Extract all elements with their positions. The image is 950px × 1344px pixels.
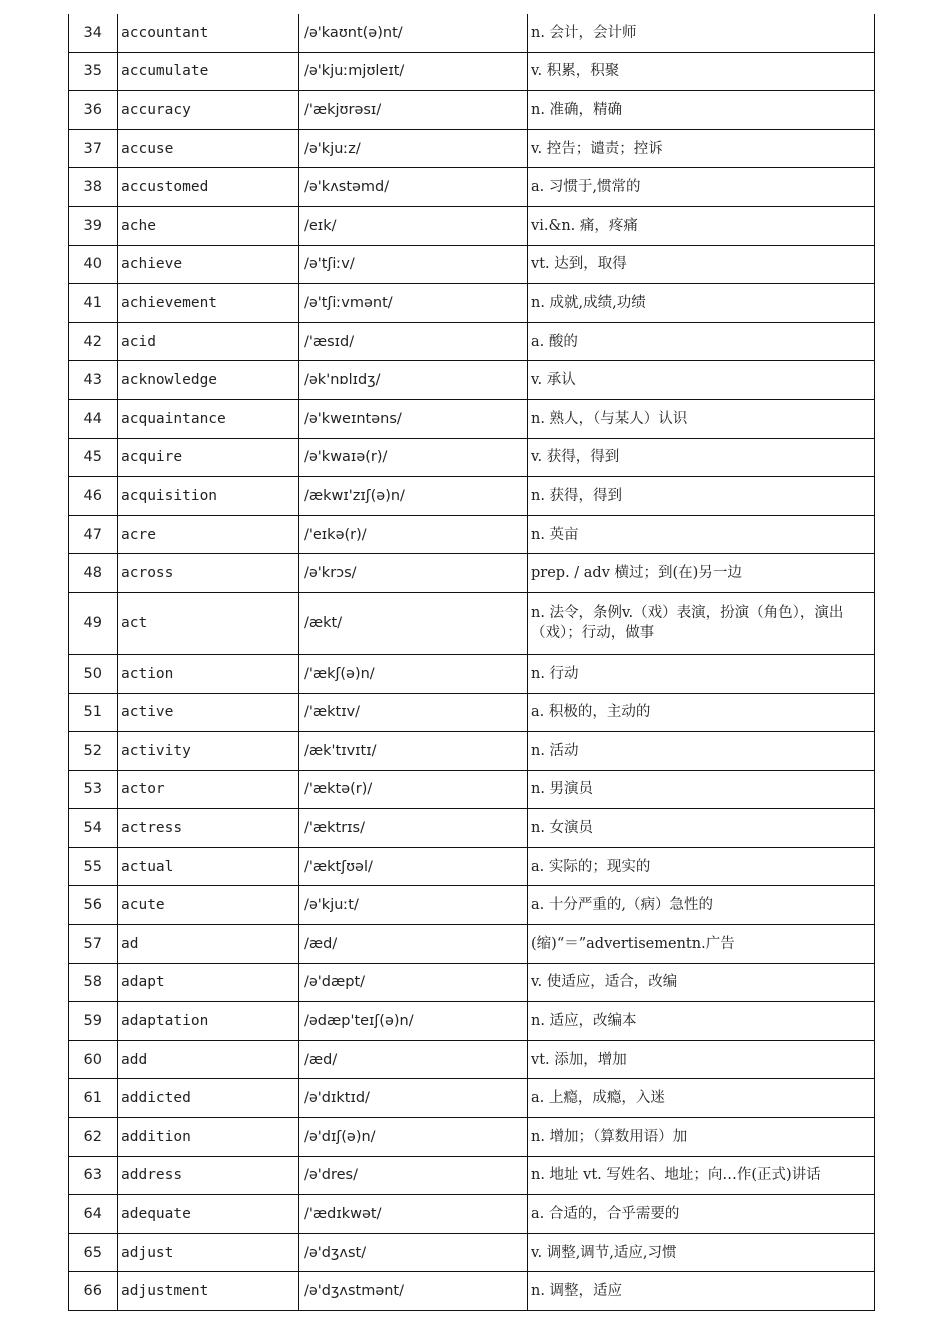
- entry-phonetic: /ə'kjuːt/: [299, 886, 528, 925]
- entry-phonetic: /æd/: [299, 925, 528, 964]
- entry-word: action: [118, 654, 299, 693]
- entry-definition: n. 女演员: [528, 809, 875, 848]
- table-row: [69, 847, 875, 886]
- entry-phonetic: /ə'tʃiːvmənt/: [299, 284, 528, 323]
- table-row: [69, 1195, 875, 1234]
- table-row: [69, 91, 875, 130]
- table-row: [69, 438, 875, 477]
- entry-definition: a. 十分严重的,（病）急性的: [528, 886, 875, 925]
- entry-word: acknowledge: [118, 361, 299, 400]
- table-row: [69, 52, 875, 91]
- table-row: [69, 963, 875, 1002]
- entry-number: 66: [69, 1272, 118, 1311]
- table-row: [69, 732, 875, 771]
- entry-number: 37: [69, 129, 118, 168]
- entry-definition: n. 会计，会计师: [528, 14, 875, 52]
- table-row: [69, 1079, 875, 1118]
- entry-phonetic: /'æsɪd/: [299, 322, 528, 361]
- table-row: [69, 654, 875, 693]
- entry-phonetic: /ə'kaʊnt(ə)nt/: [299, 14, 528, 52]
- entry-definition: v. 积累，积聚: [528, 52, 875, 91]
- entry-number: 47: [69, 515, 118, 554]
- entry-word: addicted: [118, 1079, 299, 1118]
- entry-number: 57: [69, 925, 118, 964]
- entry-definition: a. 上瘾，成瘾，入迷: [528, 1079, 875, 1118]
- table-row: [69, 361, 875, 400]
- entry-phonetic: /'æktrɪs/: [299, 809, 528, 848]
- table-row: [69, 809, 875, 848]
- entry-definition: a. 实际的；现实的: [528, 847, 875, 886]
- entry-number: 43: [69, 361, 118, 400]
- entry-word: acquaintance: [118, 399, 299, 438]
- entry-definition: (缩)“＝”advertisementn.广告: [528, 925, 875, 964]
- entry-definition: v. 承认: [528, 361, 875, 400]
- entry-word: addition: [118, 1118, 299, 1157]
- entry-word: acquisition: [118, 477, 299, 516]
- entry-word: adapt: [118, 963, 299, 1002]
- entry-definition: v. 获得，得到: [528, 438, 875, 477]
- entry-phonetic: /ə'dres/: [299, 1156, 528, 1195]
- entry-definition: n. 准确，精确: [528, 91, 875, 130]
- table-row: [69, 515, 875, 554]
- table-row: [69, 886, 875, 925]
- entry-phonetic: /ə'krɔs/: [299, 554, 528, 593]
- vocabulary-table: [68, 14, 875, 1311]
- table-row: [69, 1040, 875, 1079]
- table-row: [69, 129, 875, 168]
- entry-definition: n. 成就,成绩,功绩: [528, 284, 875, 323]
- entry-definition: vi.&n. 痛，疼痛: [528, 206, 875, 245]
- entry-definition: prep. / adv 横过；到(在)另一边: [528, 554, 875, 593]
- entry-phonetic: /'eɪkə(r)/: [299, 515, 528, 554]
- table-row: [69, 1118, 875, 1157]
- entry-phonetic: /'æktɪv/: [299, 693, 528, 732]
- entry-phonetic: /æd/: [299, 1040, 528, 1079]
- entry-definition: n. 熟人，（与某人）认识: [528, 399, 875, 438]
- entry-phonetic: /'ædɪkwət/: [299, 1195, 528, 1234]
- entry-number: 51: [69, 693, 118, 732]
- entry-definition: n. 增加；（算数用语）加: [528, 1118, 875, 1157]
- entry-definition: a. 合适的，合乎需要的: [528, 1195, 875, 1234]
- entry-word: act: [118, 592, 299, 654]
- entry-definition: n. 调整，适应: [528, 1272, 875, 1311]
- table-row: [69, 554, 875, 593]
- table-row: [69, 1002, 875, 1041]
- entry-number: 49: [69, 592, 118, 654]
- entry-number: 39: [69, 206, 118, 245]
- table-row: [69, 1156, 875, 1195]
- table-row: [69, 1272, 875, 1311]
- entry-phonetic: /ə'dɪʃ(ə)n/: [299, 1118, 528, 1157]
- table-row: [69, 770, 875, 809]
- entry-word: ache: [118, 206, 299, 245]
- entry-number: 63: [69, 1156, 118, 1195]
- entry-phonetic: /ə'dʒʌst/: [299, 1233, 528, 1272]
- entry-word: add: [118, 1040, 299, 1079]
- entry-word: ad: [118, 925, 299, 964]
- entry-definition: a. 积极的，主动的: [528, 693, 875, 732]
- entry-number: 34: [69, 14, 118, 52]
- entry-word: adequate: [118, 1195, 299, 1234]
- entry-number: 60: [69, 1040, 118, 1079]
- table-row: [69, 693, 875, 732]
- entry-word: actor: [118, 770, 299, 809]
- entry-number: 41: [69, 284, 118, 323]
- entry-word: activity: [118, 732, 299, 771]
- table-row: [69, 245, 875, 284]
- entry-definition: n. 活动: [528, 732, 875, 771]
- entry-phonetic: /ək'nɒlɪdʒ/: [299, 361, 528, 400]
- entry-number: 62: [69, 1118, 118, 1157]
- entry-word: achievement: [118, 284, 299, 323]
- entry-phonetic: /æk'tɪvɪtɪ/: [299, 732, 528, 771]
- entry-number: 35: [69, 52, 118, 91]
- entry-number: 36: [69, 91, 118, 130]
- entry-number: 59: [69, 1002, 118, 1041]
- entry-word: actual: [118, 847, 299, 886]
- table-row: [69, 925, 875, 964]
- table-row: [69, 399, 875, 438]
- entry-phonetic: /'ækʃ(ə)n/: [299, 654, 528, 693]
- table-row: [69, 592, 875, 654]
- entry-word: adjustment: [118, 1272, 299, 1311]
- entry-word: across: [118, 554, 299, 593]
- entry-definition: n. 适应，改编本: [528, 1002, 875, 1041]
- entry-definition: n. 地址 vt. 写姓名、地址；向…作(正式)讲话: [528, 1156, 875, 1195]
- table-row: [69, 14, 875, 52]
- entry-word: actress: [118, 809, 299, 848]
- entry-number: 46: [69, 477, 118, 516]
- entry-phonetic: /ækwɪ'zɪʃ(ə)n/: [299, 477, 528, 516]
- entry-word: adjust: [118, 1233, 299, 1272]
- table-row: [69, 284, 875, 323]
- table-row: [69, 1233, 875, 1272]
- entry-word: adaptation: [118, 1002, 299, 1041]
- entry-number: 55: [69, 847, 118, 886]
- entry-phonetic: /ə'kjuːz/: [299, 129, 528, 168]
- entry-number: 50: [69, 654, 118, 693]
- entry-definition: vt. 达到，取得: [528, 245, 875, 284]
- entry-word: accuse: [118, 129, 299, 168]
- entry-definition: v. 使适应，适合，改编: [528, 963, 875, 1002]
- entry-phonetic: /ə'dʒʌstmənt/: [299, 1272, 528, 1311]
- entry-word: accustomed: [118, 168, 299, 207]
- vocabulary-sheet: [68, 14, 874, 1311]
- entry-number: 40: [69, 245, 118, 284]
- entry-number: 52: [69, 732, 118, 771]
- entry-phonetic: /eɪk/: [299, 206, 528, 245]
- entry-number: 45: [69, 438, 118, 477]
- entry-word: address: [118, 1156, 299, 1195]
- entry-number: 38: [69, 168, 118, 207]
- entry-number: 56: [69, 886, 118, 925]
- entry-word: accuracy: [118, 91, 299, 130]
- entry-word: active: [118, 693, 299, 732]
- entry-definition: v. 调整,调节,适应,习惯: [528, 1233, 875, 1272]
- entry-definition: v. 控告；谴责；控诉: [528, 129, 875, 168]
- entry-phonetic: /'ækjʊrəsɪ/: [299, 91, 528, 130]
- entry-number: 58: [69, 963, 118, 1002]
- entry-word: acid: [118, 322, 299, 361]
- entry-definition: n. 男演员: [528, 770, 875, 809]
- entry-word: acre: [118, 515, 299, 554]
- table-row: [69, 206, 875, 245]
- entry-number: 64: [69, 1195, 118, 1234]
- entry-phonetic: /ə'dɪktɪd/: [299, 1079, 528, 1118]
- entry-phonetic: /ə'kwaɪə(r)/: [299, 438, 528, 477]
- entry-number: 53: [69, 770, 118, 809]
- entry-number: 61: [69, 1079, 118, 1118]
- table-row: [69, 322, 875, 361]
- entry-word: acquire: [118, 438, 299, 477]
- entry-phonetic: /ə'tʃiːv/: [299, 245, 528, 284]
- entry-definition: n. 获得，得到: [528, 477, 875, 516]
- entry-definition: n. 法令，条例v.（戏）表演，扮演（角色），演出（戏）；行动，做事: [528, 592, 875, 654]
- entry-definition: a. 习惯于,惯常的: [528, 168, 875, 207]
- entry-number: 65: [69, 1233, 118, 1272]
- entry-word: accountant: [118, 14, 299, 52]
- entry-number: 42: [69, 322, 118, 361]
- entry-phonetic: /ə'kʌstəmd/: [299, 168, 528, 207]
- entry-phonetic: /ə'kweɪntəns/: [299, 399, 528, 438]
- entry-phonetic: /'æktə(r)/: [299, 770, 528, 809]
- entry-phonetic: /ə'kjuːmjʊleɪt/: [299, 52, 528, 91]
- entry-number: 54: [69, 809, 118, 848]
- entry-definition: vt. 添加，增加: [528, 1040, 875, 1079]
- entry-number: 44: [69, 399, 118, 438]
- table-row: [69, 477, 875, 516]
- vocabulary-table-body: [69, 14, 875, 1311]
- entry-word: acute: [118, 886, 299, 925]
- entry-phonetic: /ækt/: [299, 592, 528, 654]
- entry-definition: n. 英亩: [528, 515, 875, 554]
- entry-definition: n. 行动: [528, 654, 875, 693]
- entry-word: accumulate: [118, 52, 299, 91]
- table-row: [69, 168, 875, 207]
- entry-phonetic: /ədæp'teɪʃ(ə)n/: [299, 1002, 528, 1041]
- entry-definition: a. 酸的: [528, 322, 875, 361]
- entry-phonetic: /'æktʃʊəl/: [299, 847, 528, 886]
- entry-word: achieve: [118, 245, 299, 284]
- entry-phonetic: /ə'dæpt/: [299, 963, 528, 1002]
- entry-number: 48: [69, 554, 118, 593]
